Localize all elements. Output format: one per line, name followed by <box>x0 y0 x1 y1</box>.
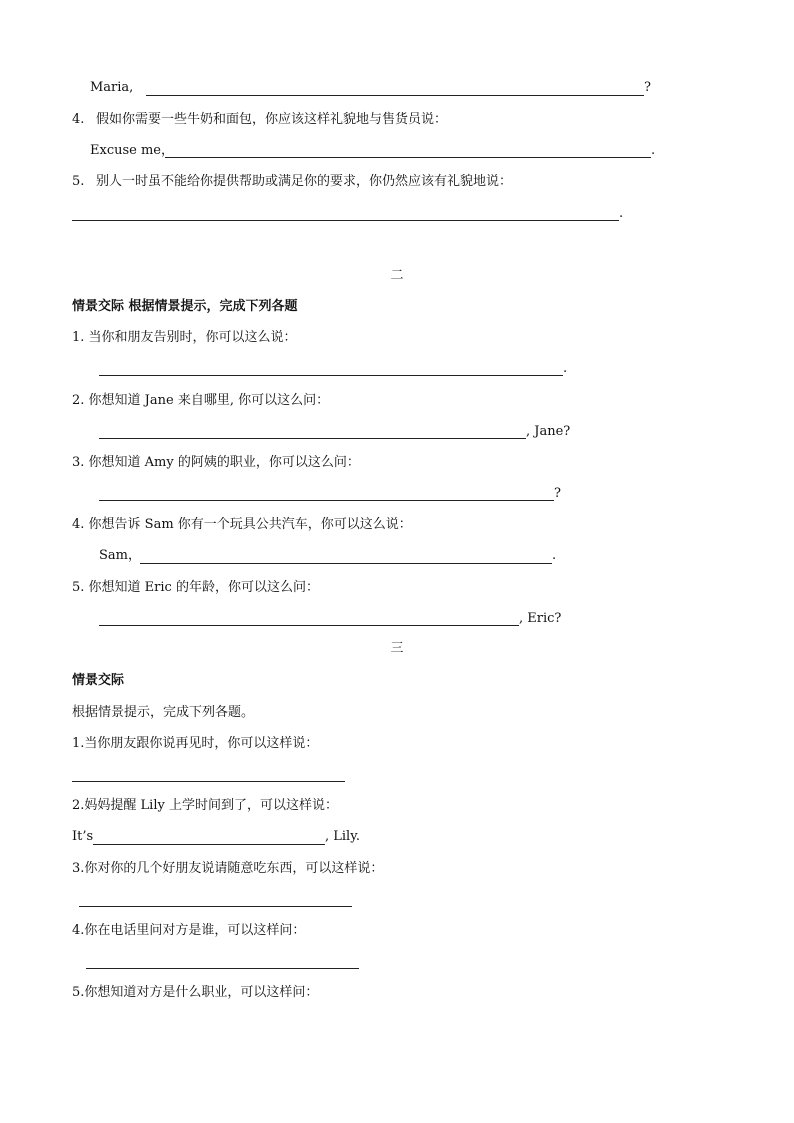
answer-line[interactable] <box>72 781 345 782</box>
answer-line[interactable] <box>86 968 359 969</box>
answer-line[interactable] <box>99 438 526 439</box>
q5-prompt: 别人一时虽不能给你提供帮助或满足你的要求，你仍然应该有礼貌地说： <box>96 174 513 189</box>
q4-number: 4. <box>72 112 85 127</box>
answer-line[interactable] <box>140 563 552 564</box>
q4-prefix: Excuse me， <box>90 143 174 158</box>
answer-suffix: . <box>552 548 557 563</box>
answer-prefix: It’s <box>72 829 94 844</box>
answer-suffix: , Eric? <box>519 611 562 626</box>
section-title: 情景交际 <box>72 673 125 688</box>
question-prompt: 2.妈妈提醒 Lily 上学时间到了，可以这样说： <box>72 798 338 813</box>
q3-suffix: ? <box>644 80 651 95</box>
q5-number: 5. <box>72 174 85 189</box>
answer-suffix: , Lily. <box>325 829 360 844</box>
answer-line[interactable] <box>79 906 352 907</box>
answer-suffix: ? <box>554 486 561 501</box>
answer-line[interactable] <box>146 95 644 96</box>
answer-suffix: . <box>563 361 568 376</box>
question-prompt: 4. 你想告诉 Sam 你有一个玩具公共汽车，你可以这么说： <box>72 517 412 532</box>
question-prompt: 3. 你想知道 Amy 的阿姨的职业，你可以这么问： <box>72 455 360 470</box>
section-instruction: 根据情景提示，完成下列各题。 <box>72 705 255 720</box>
answer-prefix: Sam， <box>99 548 141 563</box>
question-prompt: 2. 你想知道 Jane 来自哪里, 你可以这么问： <box>72 393 330 408</box>
answer-line[interactable] <box>99 500 554 501</box>
question-prompt: 3.你对你的几个好朋友说请随意吃东西，可以这样说： <box>72 861 384 876</box>
section-heading: 三 <box>390 641 404 656</box>
question-prompt: 5.你想知道对方是什么职业，可以这样问： <box>72 985 319 1000</box>
section-heading: 二 <box>390 268 404 283</box>
q3-prefix: Maria, <box>90 80 134 95</box>
section-title: 情景交际 根据情景提示，完成下列各题 <box>72 299 298 314</box>
q4-prompt: 假如你需要一些牛奶和面包，你应该这样礼貌地与售货员说： <box>96 112 448 127</box>
answer-suffix: , Jane? <box>526 424 571 439</box>
question-prompt: 5. 你想知道 Eric 的年龄，你可以这么问： <box>72 580 319 595</box>
answer-line[interactable] <box>93 844 325 845</box>
answer-line[interactable] <box>99 375 563 376</box>
answer-line[interactable] <box>72 220 619 221</box>
question-prompt: 1. 当你和朋友告别时，你可以这么说： <box>72 330 297 345</box>
q5-suffix: . <box>619 206 624 221</box>
question-prompt: 1.当你朋友跟你说再见时，你可以这样说： <box>72 736 319 751</box>
answer-line[interactable] <box>99 625 519 626</box>
question-prompt: 4.你在电话里问对方是谁，可以这样问： <box>72 923 306 938</box>
q4-suffix: . <box>651 143 656 158</box>
answer-line[interactable] <box>165 157 651 158</box>
